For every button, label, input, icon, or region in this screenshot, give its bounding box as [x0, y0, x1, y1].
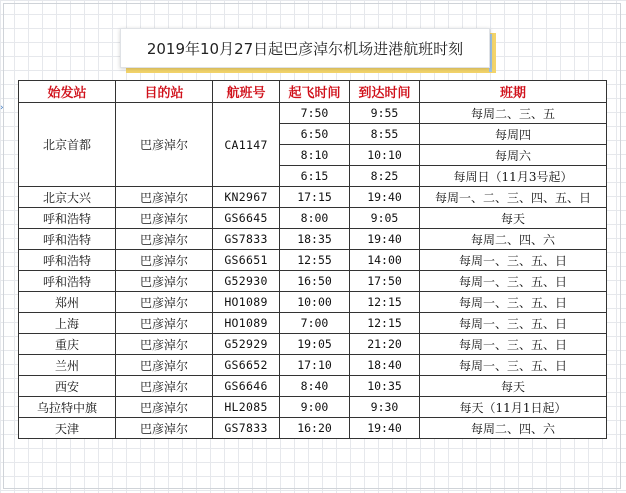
- table-row: [19, 292, 607, 313]
- cell-origin: 呼和浩特: [19, 229, 116, 250]
- cell-destination: 巴彦淖尔: [116, 376, 213, 397]
- cell-flight: GS7833: [213, 418, 280, 439]
- cell-flight: HO1089: [213, 313, 280, 334]
- cell-arrival: 10:10: [350, 145, 420, 166]
- cell-origin: 重庆: [19, 334, 116, 355]
- cell-flight: HL2085: [213, 397, 280, 418]
- cell-schedule: 每周一、三、五、日: [420, 292, 607, 313]
- cell-arrival: 10:35: [350, 376, 420, 397]
- cell-departure: 7:00: [280, 313, 350, 334]
- cell-schedule: 每周二、三、五: [420, 103, 607, 124]
- cell-flight: GS6652: [213, 355, 280, 376]
- cell-arrival: 17:50: [350, 271, 420, 292]
- cell-departure: 6:50: [280, 124, 350, 145]
- cell-departure: 17:10: [280, 355, 350, 376]
- cell-departure: 16:50: [280, 271, 350, 292]
- table-row: [19, 187, 607, 208]
- column-header-departure: 起飞时间: [280, 81, 350, 103]
- cell-departure: 8:00: [280, 208, 350, 229]
- table-row: [19, 418, 607, 439]
- cell-schedule: 每周一、三、五、日: [420, 355, 607, 376]
- cell-origin: 北京大兴: [19, 187, 116, 208]
- cell-origin: 西安: [19, 376, 116, 397]
- cell-destination: 巴彦淖尔: [116, 334, 213, 355]
- cell-departure: 12:55: [280, 250, 350, 271]
- cell-departure: 8:40: [280, 376, 350, 397]
- table-row: [19, 313, 607, 334]
- cell-destination: 巴彦淖尔: [116, 208, 213, 229]
- column-header-origin: 始发站: [19, 81, 116, 103]
- page-title-text: 2019年10月27日起巴彦淖尔机场进港航班时刻: [146, 39, 464, 58]
- cell-origin: 呼和浩特: [19, 208, 116, 229]
- cell-origin: 天津: [19, 418, 116, 439]
- cell-origin: 兰州: [19, 355, 116, 376]
- cell-schedule: 每周一、三、五、日: [420, 313, 607, 334]
- cell-schedule: 每周一、三、五、日: [420, 334, 607, 355]
- cell-arrival: 18:40: [350, 355, 420, 376]
- cell-destination: 巴彦淖尔: [116, 187, 213, 208]
- cell-destination: 巴彦淖尔: [116, 271, 213, 292]
- cell-destination: 巴彦淖尔: [116, 397, 213, 418]
- cell-departure: 18:35: [280, 229, 350, 250]
- table-row: [19, 271, 607, 292]
- cell-flight: HO1089: [213, 292, 280, 313]
- cell-departure: 10:00: [280, 292, 350, 313]
- cell-departure: 16:20: [280, 418, 350, 439]
- cell-destination: 巴彦淖尔: [116, 355, 213, 376]
- cell-departure: 6:15: [280, 166, 350, 187]
- table-row: [19, 208, 607, 229]
- cell-departure: 7:50: [280, 103, 350, 124]
- cell-flight: G52930: [213, 271, 280, 292]
- cell-flight: G52929: [213, 334, 280, 355]
- table-row: [19, 250, 607, 271]
- cell-arrival: 12:15: [350, 292, 420, 313]
- cell-departure: 8:10: [280, 145, 350, 166]
- page-title: [120, 28, 490, 68]
- cell-flight: KN2967: [213, 187, 280, 208]
- cell-arrival: 8:25: [350, 166, 420, 187]
- cell-flight: GS6646: [213, 376, 280, 397]
- cell-schedule: 每天（11月1日起）: [420, 397, 607, 418]
- cell-departure: 17:15: [280, 187, 350, 208]
- cell-destination: 巴彦淖尔: [116, 103, 213, 187]
- column-header-schedule: 班期: [420, 81, 607, 103]
- column-header-flight: 航班号: [213, 81, 280, 103]
- cell-origin: 呼和浩特: [19, 250, 116, 271]
- cell-schedule: 每周日（11月3号起）: [420, 166, 607, 187]
- cell-arrival: 21:20: [350, 334, 420, 355]
- cell-schedule: 每周二、四、六: [420, 418, 607, 439]
- table-row: [19, 103, 607, 124]
- cell-arrival: 19:40: [350, 229, 420, 250]
- cell-schedule: 每周一、三、五、日: [420, 250, 607, 271]
- cell-flight: GS6645: [213, 208, 280, 229]
- cell-schedule: 每周二、四、六: [420, 229, 607, 250]
- flight-rows: [19, 187, 607, 439]
- cell-schedule: 每周四: [420, 124, 607, 145]
- table-row: [19, 397, 607, 418]
- cell-arrival: 19:40: [350, 187, 420, 208]
- cell-departure: 19:05: [280, 334, 350, 355]
- flight-schedule-table: [18, 80, 607, 439]
- cell-flight: CA1147: [213, 103, 280, 187]
- cell-arrival: 9:30: [350, 397, 420, 418]
- cell-arrival: 12:15: [350, 313, 420, 334]
- cell-origin: 乌拉特中旗: [19, 397, 116, 418]
- cell-arrival: 8:55: [350, 124, 420, 145]
- cell-destination: 巴彦淖尔: [116, 292, 213, 313]
- cell-schedule: 每天: [420, 376, 607, 397]
- cell-origin: 北京首都: [19, 103, 116, 187]
- table-row: [19, 334, 607, 355]
- cell-departure: 9:00: [280, 397, 350, 418]
- column-header-destination: 目的站: [116, 81, 213, 103]
- cell-arrival: 14:00: [350, 250, 420, 271]
- cell-flight: GS7833: [213, 229, 280, 250]
- column-header-arrival: 到达时间: [350, 81, 420, 103]
- cell-destination: 巴彦淖尔: [116, 418, 213, 439]
- table-row: [19, 376, 607, 397]
- cell-flight: GS6651: [213, 250, 280, 271]
- cell-origin: 呼和浩特: [19, 271, 116, 292]
- cell-schedule: 每周一、二、三、四、五、日: [420, 187, 607, 208]
- cell-arrival: 9:55: [350, 103, 420, 124]
- table-header-row: [19, 81, 607, 103]
- cell-destination: 巴彦淖尔: [116, 250, 213, 271]
- cell-arrival: 19:40: [350, 418, 420, 439]
- cell-arrival: 9:05: [350, 208, 420, 229]
- table-row: [19, 229, 607, 250]
- cell-schedule: 每周一、三、五、日: [420, 271, 607, 292]
- cell-schedule: 每天: [420, 208, 607, 229]
- cell-origin: 郑州: [19, 292, 116, 313]
- cell-schedule: 每周六: [420, 145, 607, 166]
- cell-destination: 巴彦淖尔: [116, 313, 213, 334]
- cell-destination: 巴彦淖尔: [116, 229, 213, 250]
- cursor-marker-icon: ›: [0, 103, 4, 113]
- table-row: [19, 355, 607, 376]
- cell-origin: 上海: [19, 313, 116, 334]
